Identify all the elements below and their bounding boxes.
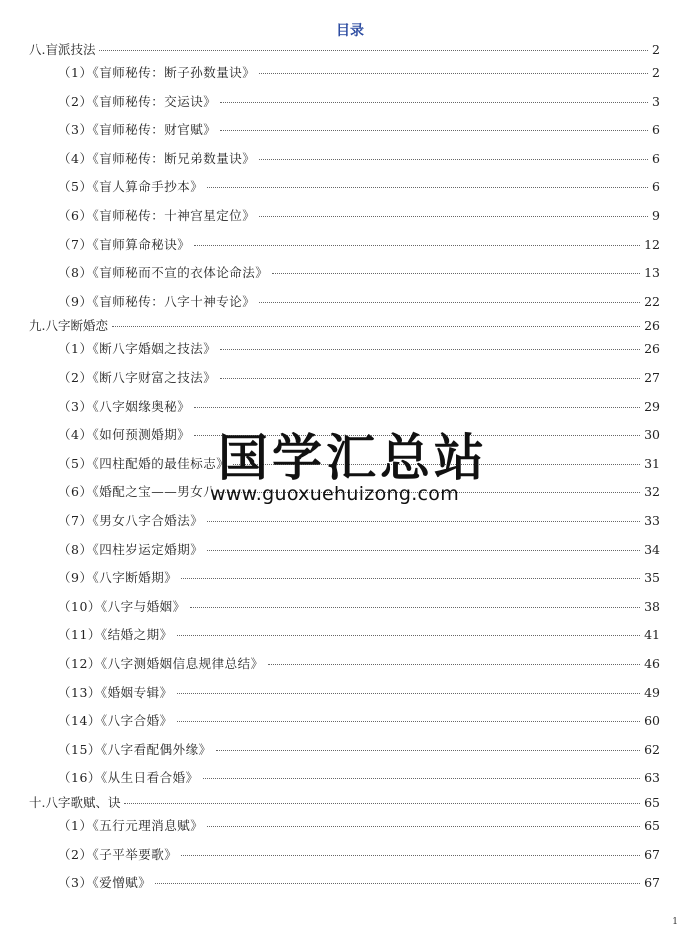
toc-entry[interactable] — [58, 208, 660, 224]
dot-leader — [207, 187, 648, 188]
toc-entry-page: 33 — [644, 513, 660, 528]
toc-entry-label: （1）《五行元理消息赋》 — [58, 818, 204, 833]
toc-entry-page: 49 — [644, 684, 660, 700]
dot-leader — [194, 245, 640, 246]
dot-leader — [207, 521, 640, 522]
toc-entry-page: 67 — [644, 875, 660, 891]
dot-leader — [203, 778, 640, 779]
dot-leader — [155, 883, 640, 884]
dot-leader — [268, 664, 640, 665]
toc-entry-page: 34 — [644, 541, 660, 557]
toc-entry[interactable] — [58, 65, 660, 81]
toc-section-label: 十.八字歌赋、诀 — [29, 795, 121, 810]
toc-entry-label: （3）《八字姻缘奥秘》 — [58, 398, 191, 414]
toc-entry[interactable] — [58, 341, 660, 357]
toc-entry[interactable] — [58, 599, 660, 615]
toc-entry-label: （12）《八字测婚姻信息规律总结》 — [58, 656, 264, 671]
toc-entry[interactable] — [58, 656, 660, 672]
toc-entry-label: （13）《婚姻专辑》 — [58, 684, 173, 700]
toc-entry[interactable] — [58, 513, 660, 529]
toc-entry-label: （2）《子平举要歌》 — [58, 846, 178, 862]
toc-entry-label: （8）《四柱岁运定婚期》 — [58, 541, 204, 557]
toc-entry-page: 41 — [644, 627, 660, 643]
dot-leader — [194, 407, 640, 408]
dot-leader — [272, 273, 640, 274]
dot-leader — [220, 378, 640, 379]
dot-leader — [216, 750, 640, 751]
toc-entry[interactable] — [58, 151, 660, 167]
toc-entry[interactable] — [58, 818, 660, 834]
toc-entry-label: （9）《八字断婚期》 — [58, 570, 178, 586]
toc-entry-page: 32 — [644, 484, 660, 500]
dot-leader — [259, 159, 648, 160]
toc-entry[interactable] — [58, 94, 660, 110]
toc-entry[interactable] — [58, 265, 660, 281]
toc-entry-page: 46 — [644, 656, 660, 671]
dot-leader — [259, 216, 648, 217]
toc-entry-page: 26 — [644, 341, 660, 357]
toc-entry-page: 13 — [644, 265, 660, 281]
toc-entry-page: 31 — [644, 455, 660, 471]
toc-entry-label: （5）《盲人算命手抄本》 — [58, 179, 204, 195]
toc-entry-page: 62 — [644, 741, 660, 757]
toc-entry[interactable] — [58, 570, 660, 586]
toc-entry-page: 3 — [652, 93, 660, 109]
toc-entry-page: 9 — [652, 208, 660, 223]
toc-entry[interactable] — [58, 542, 660, 558]
dot-leader — [99, 50, 648, 51]
toc-entry-page: 67 — [644, 846, 660, 862]
toc-entry[interactable] — [58, 122, 660, 138]
toc-section-page: 2 — [652, 42, 660, 57]
toc-entry-label: （1）《盲师秘传：断子孙数量诀》 — [58, 65, 256, 80]
dot-leader — [177, 635, 640, 636]
toc-section[interactable] — [29, 42, 660, 58]
toc-section[interactable] — [29, 795, 660, 811]
dot-leader — [259, 73, 648, 74]
toc-section-page: 65 — [644, 795, 660, 810]
toc-entry-page: 12 — [644, 236, 660, 252]
toc-section-page: 26 — [644, 318, 660, 334]
page-title: 目录 — [336, 23, 364, 39]
toc-entry-label: （7）《盲师算命秘诀》 — [58, 236, 191, 252]
toc-entry-label: （1）《断八字婚姻之技法》 — [58, 341, 217, 357]
toc-entry-page: 6 — [652, 179, 660, 195]
toc-entry-label: （14）《八字合婚》 — [58, 713, 173, 729]
toc-entry-label: （11）《结婚之期》 — [58, 627, 173, 643]
toc-entry-label: （3）《爱憎赋》 — [58, 875, 152, 891]
toc-entry-page: 27 — [644, 370, 660, 385]
toc-entry-label: （15）《八字看配偶外缘》 — [58, 741, 212, 757]
page-number: 1 — [672, 917, 678, 927]
toc-entry-page: 22 — [644, 293, 660, 309]
toc-entry[interactable] — [58, 237, 660, 253]
toc-entry[interactable] — [58, 875, 660, 891]
toc-entry[interactable] — [58, 713, 660, 729]
toc-entry-label: （2）《盲师秘传：交运诀》 — [58, 93, 217, 109]
toc-entry-page: 60 — [644, 713, 660, 729]
toc-entry-label: （6）《盲师秘传：十神宫星定位》 — [58, 208, 256, 223]
toc-entry-label: （6）《婚配之宝——男女八 — [58, 484, 217, 500]
toc-entry-label: （5）《四柱配婚的最佳标志》 — [58, 455, 230, 471]
toc-entry-page: 6 — [652, 122, 660, 138]
dot-leader — [190, 607, 640, 608]
dot-leader — [207, 550, 640, 551]
dot-leader — [181, 855, 640, 856]
toc-entry-label: （8）《盲师秘而不宣的衣体论命法》 — [58, 265, 269, 281]
toc-section[interactable] — [29, 318, 660, 334]
dot-leader — [177, 693, 640, 694]
toc-entry-page: 63 — [644, 770, 660, 786]
dot-leader — [112, 326, 640, 327]
toc-entry-label: （9）《盲师秘传：八字十神专论》 — [58, 293, 256, 309]
toc-entry[interactable] — [58, 399, 660, 415]
toc-entry-label: （7）《男女八字合婚法》 — [58, 513, 204, 528]
dot-leader — [220, 349, 640, 350]
toc-entry[interactable] — [58, 847, 660, 863]
watermark-url: www.guoxuehuizong.com — [210, 483, 460, 505]
toc-entry-page: 38 — [644, 598, 660, 614]
toc-entry-page: 35 — [644, 570, 660, 586]
dot-leader — [220, 130, 648, 131]
toc-entry-page: 2 — [652, 65, 660, 80]
toc-entry[interactable] — [58, 294, 660, 310]
toc-section-label: 九.八字断婚恋 — [29, 318, 108, 334]
toc-entry[interactable] — [58, 179, 660, 195]
dot-leader — [220, 102, 648, 103]
dot-leader — [124, 803, 640, 804]
toc-entry[interactable] — [58, 685, 660, 701]
toc-entry-label: （10）《八字与婚姻》 — [58, 598, 186, 614]
toc-entry-label: （2）《断八字财富之技法》 — [58, 370, 217, 385]
dot-leader — [259, 302, 640, 303]
toc-entry[interactable] — [58, 742, 660, 758]
toc-entry-label: （3）《盲师秘传：财官赋》 — [58, 122, 217, 138]
dot-leader — [207, 826, 640, 827]
toc-entry-label: （16）《从生日看合婚》 — [58, 770, 199, 786]
toc-entry-page: 6 — [652, 150, 660, 166]
toc-entry[interactable] — [58, 627, 660, 643]
toc-entry-page: 65 — [644, 818, 660, 833]
toc-entry-label: （4）《如何预测婚期》 — [58, 427, 191, 443]
toc-section-label: 八.盲派技法 — [29, 42, 96, 57]
toc-entry[interactable] — [58, 770, 660, 786]
toc-entry-page: 29 — [644, 398, 660, 414]
toc-entry-label: （4）《盲师秘传：断兄弟数量诀》 — [58, 150, 256, 166]
toc-entry-page: 30 — [644, 427, 660, 443]
dot-leader — [177, 721, 640, 722]
toc-entry[interactable] — [58, 370, 660, 386]
dot-leader — [181, 578, 640, 579]
watermark-text: 国学汇总站 — [218, 429, 488, 487]
